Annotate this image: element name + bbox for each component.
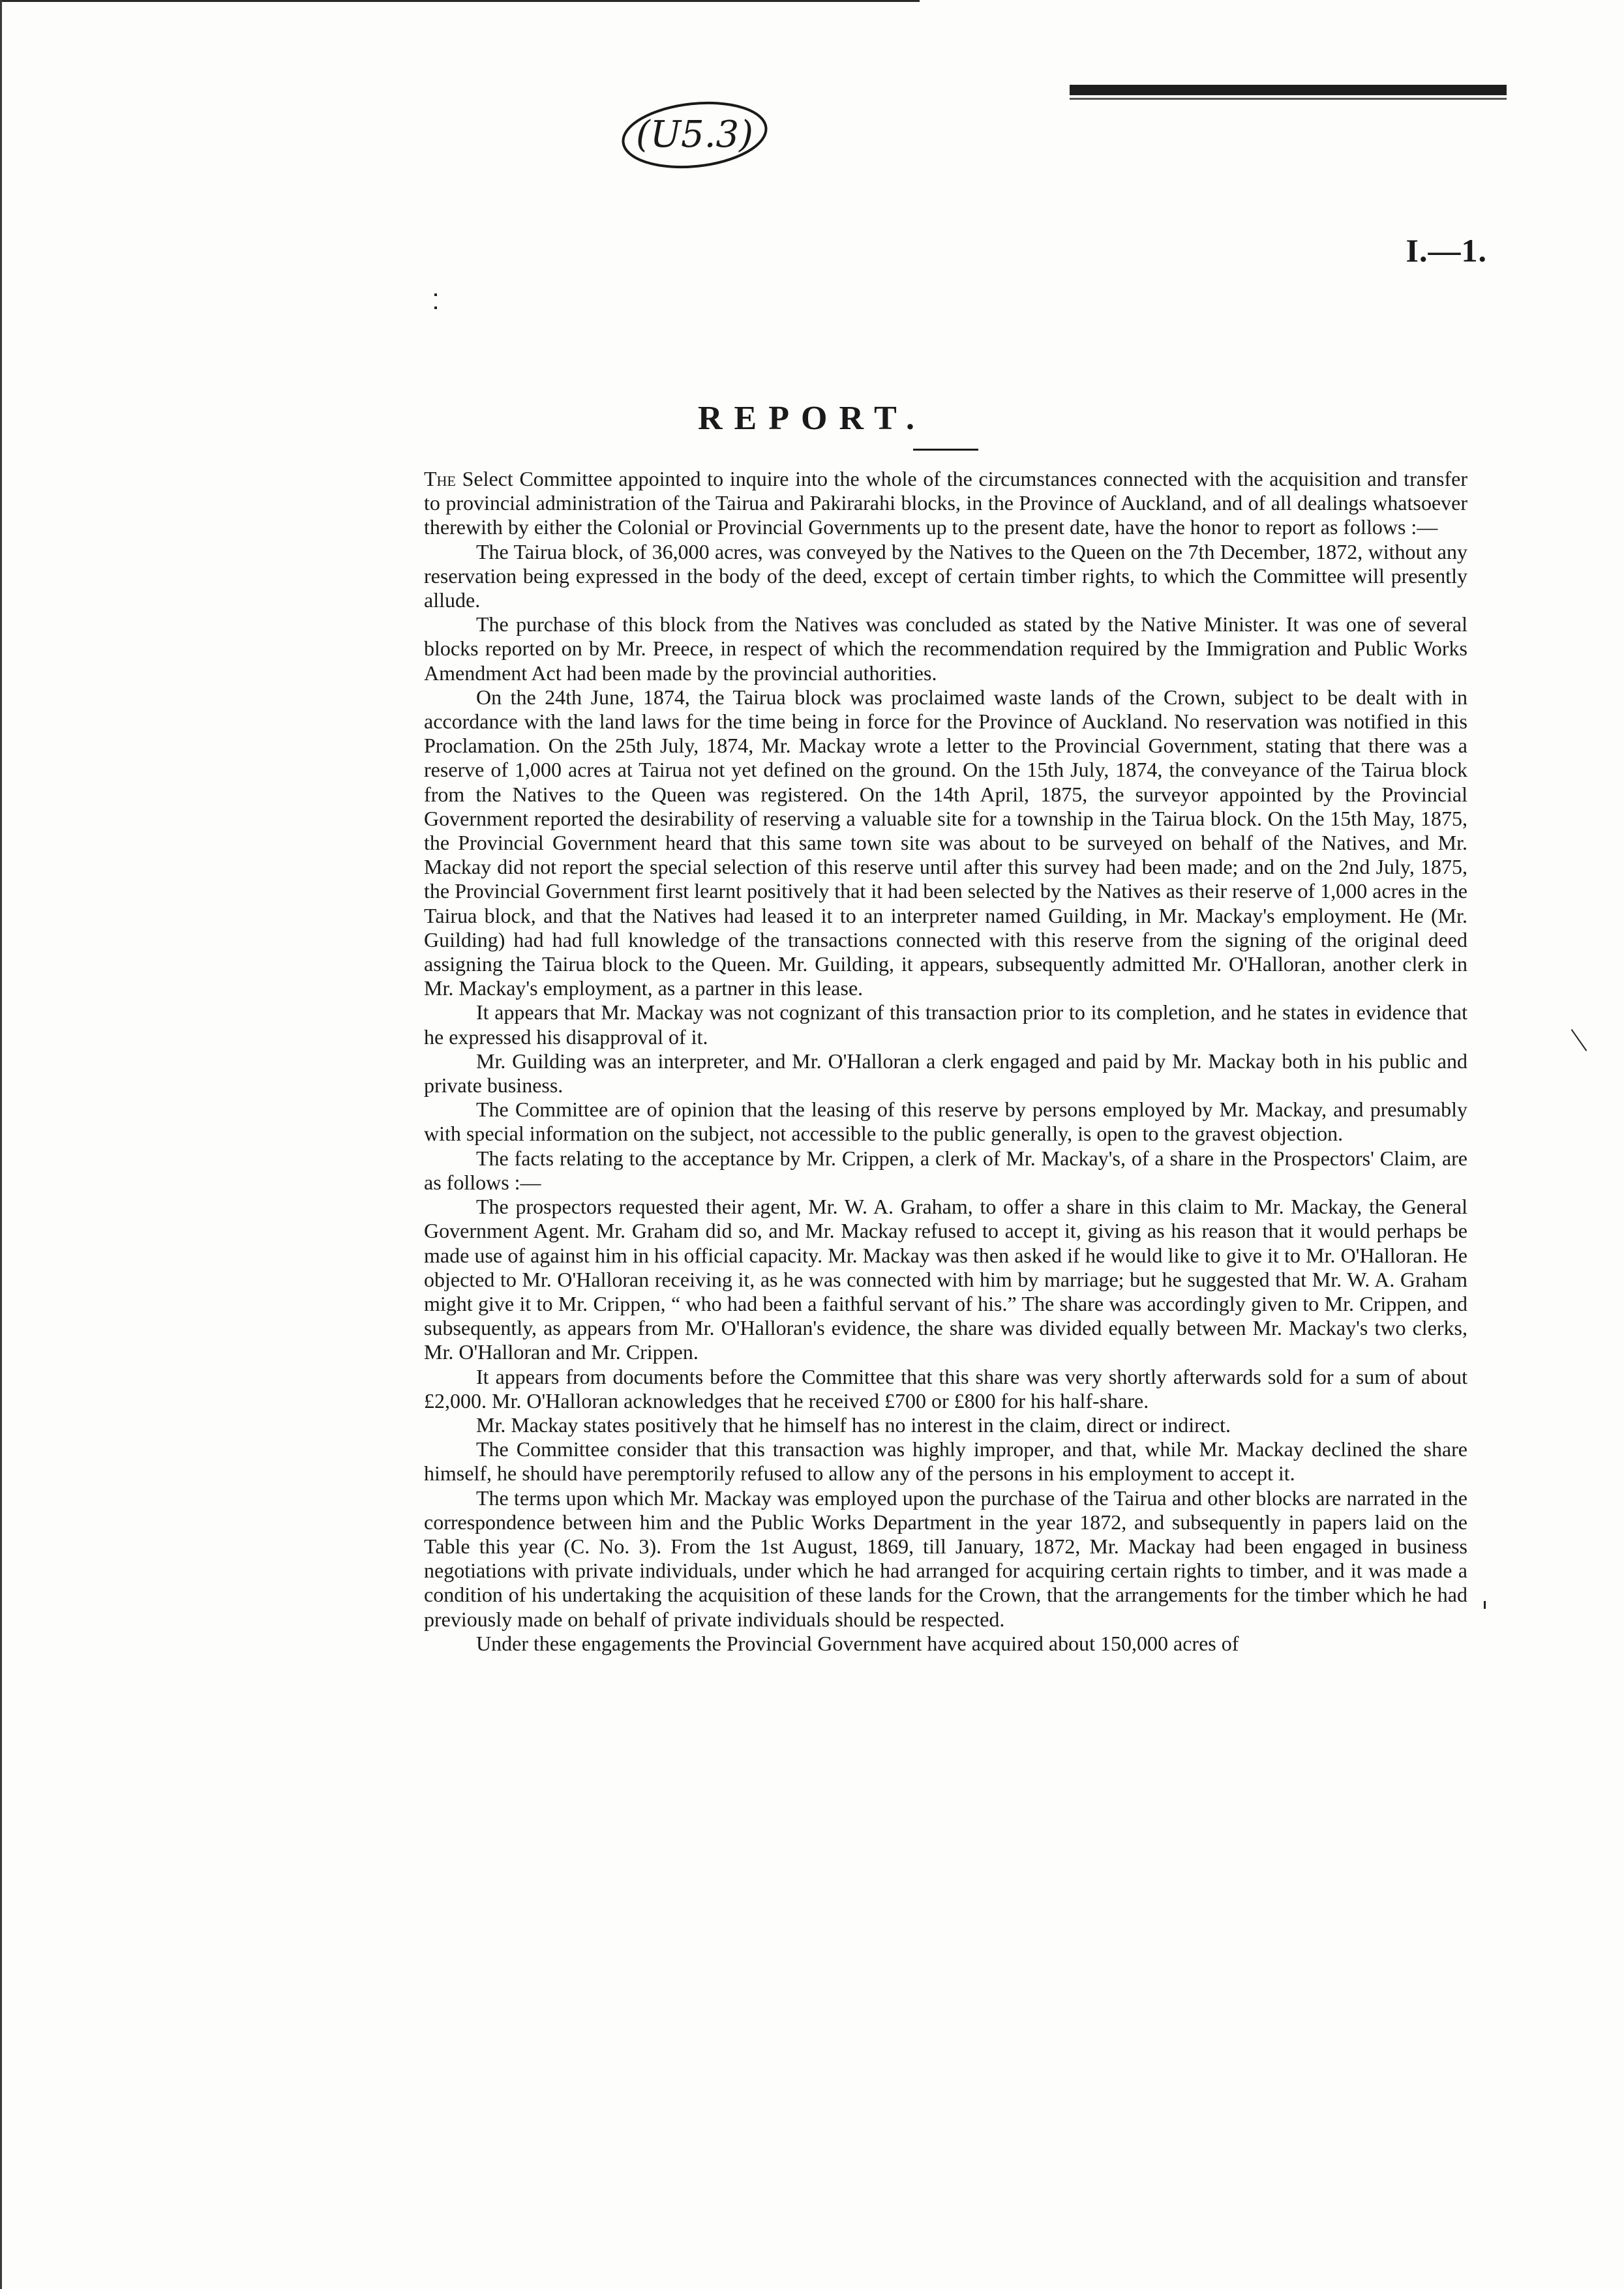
- paragraph: Under these engagements the Provincial Government have acquired about 150,000 acres of: [476, 1631, 1239, 1655]
- paragraph: The Committee are of opinion that the leasing of this reserve by persons employed by Mr. Mackay, and presumably with special information on the subject, not accessible to the public generally, is open to the gravest objection.: [424, 1098, 1467, 1146]
- paragraph: The purchase of this block from the Natives was concluded as stated by the Native Minister. It was one of several blocks reported on by Mr. Preece, in respect of which the recommendation required by the Immigration and Public Works Amendment Act had been made by the provincial authorities.: [424, 612, 1467, 685]
- title-rule: [913, 449, 978, 451]
- stray-mark: [434, 293, 437, 296]
- header-bar: [1070, 85, 1507, 95]
- paragraph: The Tairua block, of 36,000 acres, was conveyed by the Natives to the Queen on the 7th December, 1872, without any reservation being expressed in the body of the deed, except of certain timber rights, to which the Committee will presently allude.: [424, 539, 1467, 612]
- paragraph: Mr. Guilding was an interpreter, and Mr. O'Halloran a clerk engaged and paid by Mr. Mackay both in his public and private business.: [424, 1049, 1467, 1098]
- top-rule: [0, 0, 920, 2]
- opening-paragraph: [424, 467, 1467, 540]
- paragraph: The terms upon which Mr. Mackay was employed upon the purchase of the Tairua and other blocks are narrated in the correspondence between him and the Public Works Department in the year 1872, and subsequently in papers laid on the Table this year (C. No. 3). From the 1st August, 1869, till January, 1872, Mr. Mackay had been engaged in business negotiations with private individuals, under which he had arranged for acquiring certain rights to timber, and it was made a condition of his undertaking the acquisition of these lands for the Crown, that the arrangements for the timber which he had previously made on behalf of private individuals should be respected.: [424, 1486, 1467, 1631]
- paragraph: It appears that Mr. Mackay was not cognizant of this transaction prior to its completion, and he states in evidence that he expressed his disapproval of it.: [424, 1000, 1467, 1049]
- stray-mark: [434, 307, 437, 309]
- paragraph: The prospectors requested their agent, Mr. W. A. Graham, to offer a share in this claim to Mr. Mackay, the General Government Agent. Mr. Graham did so, and Mr. Mackay refused to accept it, giving as his reason that it would perhaps be made use of against him in his official capacity. Mr. Mackay was then asked if he would like to give it to Mr. O'Halloran. He objected to Mr. O'Halloran receiving it, as he was connected with him by marriage; but he suggested that Mr. W. A. Graham might give it to Mr. Crippen, “ who had been a faithful servant of his.” The share was accordingly given to Mr. Crippen, and subsequently, as appears from Mr. O'Halloran's evidence, the share was divided equally between Mr. Mackay's two clerks, Mr. O'Halloran and Mr. Crippen.: [424, 1195, 1467, 1364]
- paragraph: The Committee consider that this transaction was highly improper, and that, while Mr. Mackay declined the share himself, he should have peremptorily refused to allow any of the persons in his employment to accept it.: [424, 1437, 1467, 1486]
- paragraph: It appears from documents before the Committee that this share was very shortly afterwards sold for a sum of about £2,000. Mr. O'Halloran acknowledges that he received £700 or £800 for his half-share.: [424, 1364, 1467, 1413]
- left-margin-rule: [0, 0, 2, 2289]
- header-bar-underline: [1070, 98, 1507, 100]
- opening-word: The: [424, 467, 456, 490]
- stray-mark: [1484, 1601, 1486, 1609]
- stray-mark: [1571, 1029, 1587, 1051]
- paragraph: Mr. Mackay states positively that he himself has no interest in the claim, direct or indirect.: [476, 1413, 1231, 1437]
- page-code: I.—1.: [1406, 232, 1487, 269]
- handwritten-stamp: [616, 95, 773, 179]
- paragraph: The facts relating to the acceptance by Mr. Crippen, a clerk of Mr. Mackay's, of a share in the Prospectors' Claim, are as follows :—: [424, 1146, 1467, 1194]
- paragraph: On the 24th June, 1874, the Tairua block was proclaimed waste lands of the Crown, subject to be dealt with in accordance with the land laws for the time being in force for the Province of Auckland. No reservation was notified in this Proclamation. On the 25th July, 1874, Mr. Mackay wrote a letter to the Provincial Government, stating that there was a reserve of 1,000 acres at Tairua not yet defined on the ground. On the 15th July, 1874, the conveyance of the Tairua block from the Natives to the Queen was registered. On the 14th April, 1875, the surveyor appointed by the Provincial Government reported the desirability of reserving a valuable site for a township in the Tairua block. On the 15th May, 1875, the Provincial Government heard that this same town site was about to be surveyed on behalf of the Natives, and Mr. Mackay did not report the special selection of this reserve until after this survey had been made; and on the 2nd July, 1875, the Provincial Government first learnt positively that it had been selected by the Natives as their reserve of 1,000 acres in the Tairua block, and that the Natives had leased it to an interpreter named Guilding, in Mr. Mackay's employment. He (Mr. Guilding) had had full knowledge of the transactions connected with this reserve from the signing of the original deed assigning the Tairua block to the Queen. Mr. Guilding, it appears, subsequently admitted Mr. O'Halloran, another clerk in Mr. Mackay's employment, as a partner in this lease.: [424, 685, 1467, 1000]
- opening-text: Select Committee appointed to inquire into the whole of the circumstances connected with the acquisition and transfer to provincial administration of the Tairua and Pakirarahi blocks, in the Province of Auckland, and of all dealings whatsoever therewith by either the Colonial or Provincial Governments up to the present date, have the honor to report as follows :—: [424, 467, 1467, 539]
- report-body: [424, 467, 1467, 1656]
- stamp-label: (U5.3): [636, 113, 753, 156]
- report-title: REPORT.: [698, 400, 926, 437]
